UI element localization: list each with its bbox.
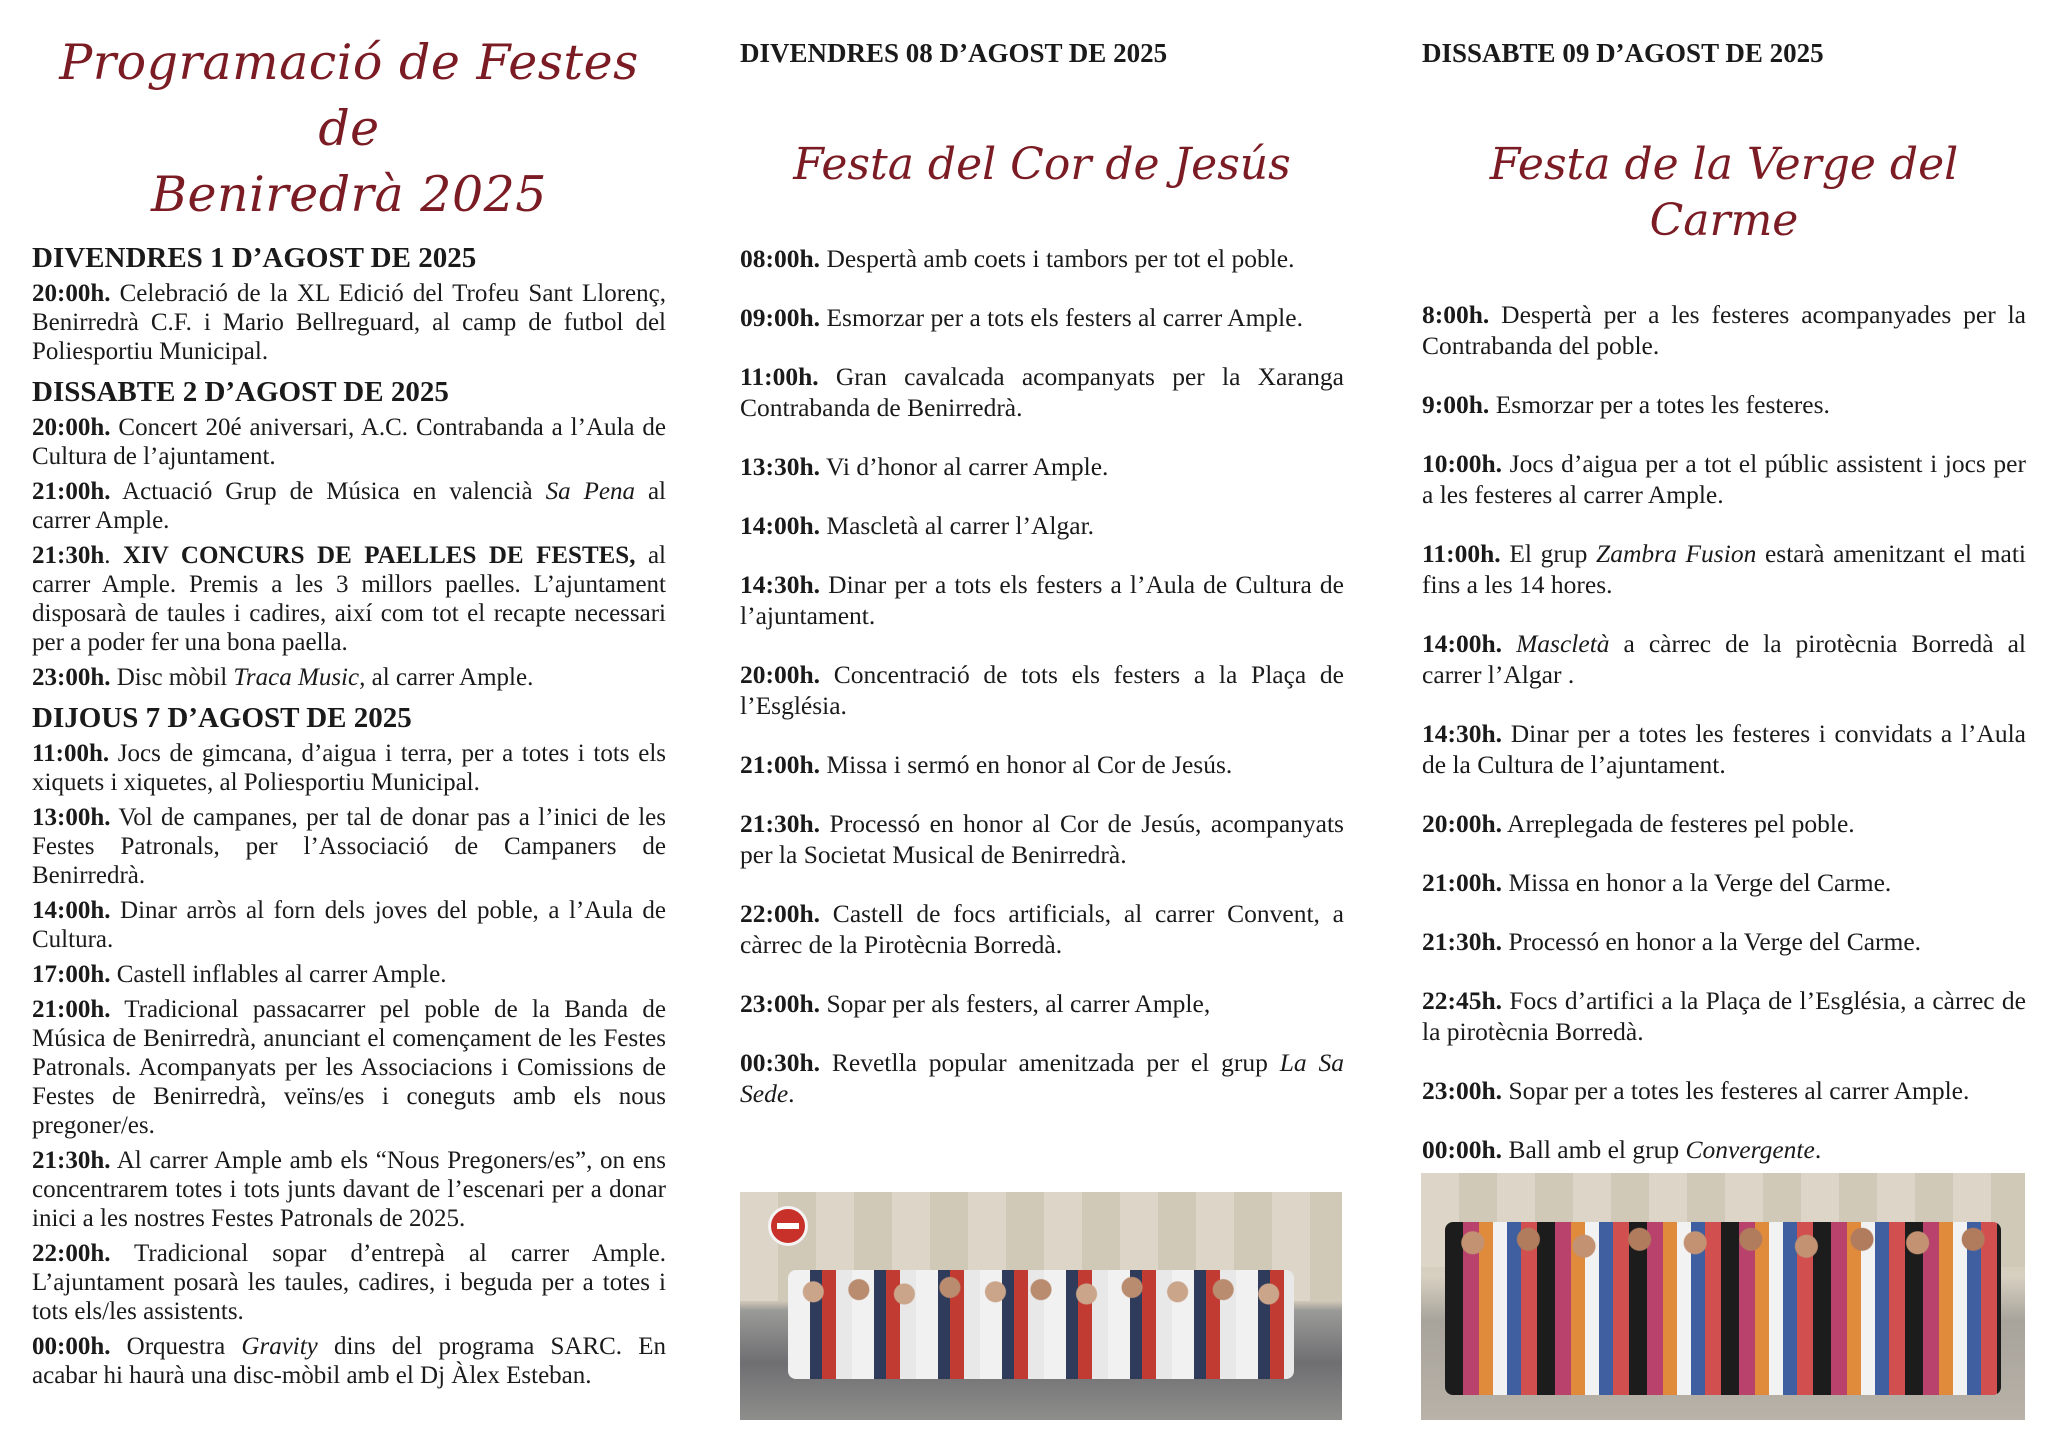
event-item <box>32 663 666 692</box>
event-item <box>1422 448 2026 510</box>
event-text: Disc mòbil <box>110 664 234 691</box>
program-column-2 <box>740 0 1344 1137</box>
event-text: Concentració de tots els festers a la Plaça de l’Església. <box>740 660 1344 720</box>
event-text <box>1502 629 1516 658</box>
col1-days <box>32 242 666 1390</box>
event-text: El grup <box>1500 539 1597 568</box>
event-text: Focs d’artifici a la Plaça de l’Església, a càrrec de la pirotècnia Borredà. <box>1422 986 2026 1046</box>
event-item <box>740 243 1344 274</box>
event-time: 20:00h. <box>32 414 111 441</box>
event-text: Concert 20é aniversari, A.C. Contrabanda a l’Aula de Cultura de l’ajuntament. <box>32 414 666 470</box>
col3-festa-title: Festa de la Verge del Carme <box>1489 139 1959 246</box>
day-heading: DISSABTE 2 D’AGOST DE 2025 <box>32 376 449 408</box>
event-text-after: estarà amenitzant el mati fins a les 14 hores. <box>1422 539 2026 599</box>
event-time: 13:30h. <box>740 452 821 481</box>
event-time: 14:00h. <box>32 897 111 924</box>
event-time: 14:30h. <box>740 570 821 599</box>
event-time: 20:00h. <box>740 660 821 689</box>
event-text: Esmorzar per a totes les festeres. <box>1489 390 1830 419</box>
event-text: Al carrer Ample amb els “Nous Pregoners/es”, on ens concentrarem totes i tots junts davant de l’escenari per a donar inici a les nostres Festes Patronals de 2025. <box>32 1147 666 1232</box>
event-time: 17:00h. <box>32 961 111 988</box>
col2-festa-title: Festa del Cor de Jesús <box>793 139 1291 190</box>
event-text: Sopar per a totes les festeres al carrer Ample. <box>1502 1076 1970 1105</box>
event-item <box>1422 926 2026 957</box>
event-time: 08:00h. <box>740 244 821 273</box>
event-item <box>740 659 1344 721</box>
event-text: Castell inflables al carrer Ample. <box>110 961 447 988</box>
event-text: Processó en honor a la Verge del Carme. <box>1502 927 1922 956</box>
event-time: 09:00h. <box>740 303 821 332</box>
event-item <box>1422 808 2026 839</box>
event-item <box>32 1332 666 1390</box>
event-item <box>32 739 666 797</box>
event-time: 00:00h. <box>32 1333 111 1360</box>
event-text: Tradicional passacarrer pel poble de la Banda de Música de Benirredrà, anunciant el començament de les Festes Patronals. Acompanyats per les Associacions i Comissions de Festes de Benirredrà, veïns/es i coneguts amb els nous pregoner/es. <box>32 996 666 1139</box>
event-time: 11:00h. <box>1422 539 1501 568</box>
event-item <box>1422 389 2026 420</box>
event-time: 20:00h. <box>32 280 111 307</box>
event-item <box>740 302 1344 333</box>
group-photo-festeres <box>1421 1173 2025 1420</box>
event-text-after: a càrrec de la pirotècnia Borredà al carrer l’Algar . <box>1422 629 2027 689</box>
event-text-after: al carrer Ample. Premis a les 3 millors paelles. L’ajuntament disposarà de taules i cadires, així com tot el recapte necessari per a poder fer una bona paella. <box>32 542 667 656</box>
event-item <box>32 279 666 366</box>
event-text: Tradicional sopar d’entrepà al carrer Ample. L’ajuntament posarà les taules, cadires, i beguda per a totes i tots els/les assistents. <box>32 1240 666 1325</box>
event-item <box>32 1239 666 1326</box>
event-text: Jocs de gimcana, d’aigua i terra, per a totes i tots els xiquets i xiquetes, al Poliesportiu Municipal. <box>32 740 666 796</box>
event-time: 21:30h. <box>32 1147 111 1174</box>
event-item <box>1422 867 2026 898</box>
event-item <box>740 451 1344 482</box>
event-item <box>32 413 666 471</box>
event-item <box>740 361 1344 423</box>
event-text: . <box>104 542 123 569</box>
event-item <box>1422 1134 2026 1165</box>
event-italic-name: Zambra Fusion <box>1596 539 1757 568</box>
event-time: 14:00h. <box>740 511 821 540</box>
program-column-3 <box>1422 0 2026 1193</box>
event-item <box>1422 1075 2026 1106</box>
event-text: Dinar arròs al forn dels joves del poble, a l’Aula de Cultura. <box>32 897 666 953</box>
event-text: Actuació Grup de Música en valencià <box>110 478 546 505</box>
event-time: 20:00h. <box>1422 809 1503 838</box>
event-text: Orquestra <box>110 1333 242 1360</box>
event-item <box>32 803 666 890</box>
event-text-after: . <box>1814 1135 1822 1164</box>
event-italic-name: La Sa Sede <box>740 1048 1344 1108</box>
event-item <box>740 510 1344 541</box>
event-item <box>740 808 1344 870</box>
event-text: Dinar per a totes les festeres i convidats a l’Aula de la Cultura de l’ajuntament. <box>1422 719 2026 779</box>
event-item <box>1422 718 2026 780</box>
event-time: 23:00h. <box>32 664 111 691</box>
event-text-after: al carrer Ample. <box>32 478 666 534</box>
event-text: Missa i sermó en honor al Cor de Jesús. <box>820 750 1233 779</box>
event-time: 21:00h. <box>32 478 111 505</box>
event-text: Dinar per a tots els festers a l’Aula de Cultura de l’ajuntament. <box>740 570 1344 630</box>
event-text: Despertà amb coets i tambors per tot el poble. <box>820 244 1295 273</box>
program-title-line1: Programació de Festes de <box>59 34 639 157</box>
event-item <box>740 569 1344 631</box>
event-item <box>1422 628 2026 690</box>
event-time: 00:30h. <box>740 1048 821 1077</box>
event-time: 22:00h. <box>32 1240 111 1267</box>
event-item <box>32 1146 666 1233</box>
col2-events <box>740 243 1344 1109</box>
event-italic-name: Mascletà <box>1516 629 1610 658</box>
event-time: 13:00h. <box>32 804 111 831</box>
event-item <box>32 960 666 989</box>
event-text: Jocs d’aigua per a tot el públic assistent i jocs per a les festeres al carrer Ample. <box>1422 449 2026 509</box>
event-time: 21:00h. <box>32 996 111 1023</box>
event-text: Gran cavalcada acompanyats per la Xaranga Contrabanda de Benirredrà. <box>740 362 1344 422</box>
event-time: 10:00h. <box>1422 449 1503 478</box>
no-entry-sign-icon <box>768 1206 808 1246</box>
event-text: Vol de campanes, per tal de donar pas a l’inici de les Festes Patronals, per l’Associació de Campaners de Benirredrà. <box>32 804 666 889</box>
event-text: Ball amb el grup <box>1502 1135 1686 1164</box>
col2-date: DIVENDRES 08 D’AGOST DE 2025 <box>740 38 1168 68</box>
event-time: 14:30h. <box>1422 719 1503 748</box>
event-time: 21:30h. <box>1422 927 1503 956</box>
col3-events <box>1422 299 2026 1165</box>
event-time: 22:45h. <box>1422 986 1503 1015</box>
event-time: 21:00h. <box>1422 868 1503 897</box>
event-text: Vi d’honor al carrer Ample. <box>820 452 1109 481</box>
event-time: 14:00h. <box>1422 629 1503 658</box>
event-time: 23:00h. <box>740 989 821 1018</box>
event-text-after: al carrer Ample. <box>365 664 534 691</box>
event-text: Missa en honor a la Verge del Carme. <box>1502 868 1892 897</box>
event-time: 11:00h. <box>740 362 819 391</box>
event-item <box>1422 985 2026 1047</box>
event-time: 21:30h <box>32 542 105 569</box>
event-time: 22:00h. <box>740 899 821 928</box>
event-time: 21:00h. <box>740 750 821 779</box>
event-italic-name: Sa Pena <box>545 478 635 505</box>
event-text-after: . <box>788 1079 795 1108</box>
event-text: Esmorzar per a tots els festers al carrer Ample. <box>820 303 1303 332</box>
event-text: Mascletà al carrer l’Algar. <box>820 511 1095 540</box>
program-title-line2: Beniredrà 2025 <box>151 166 547 223</box>
event-item <box>740 1047 1344 1109</box>
event-time: 21:30h. <box>740 809 821 838</box>
event-highlight: XIV CONCURS DE PAELLES DE FESTES, <box>123 542 636 569</box>
event-item <box>32 995 666 1140</box>
event-italic-name: Convergente <box>1685 1135 1815 1164</box>
event-time: 8:00h. <box>1422 300 1490 329</box>
event-text: Celebració de la XL Edició del Trofeu Sant Llorenç, Benirredrà C.F. i Mario Bellreguard, al camp de futbol del Poliesportiu Municipal. <box>32 280 666 365</box>
event-italic-name: Gravity <box>241 1333 318 1360</box>
program-title <box>32 0 666 228</box>
col3-date: DISSABTE 09 D’AGOST DE 2025 <box>1422 38 1824 68</box>
group-photo-festers <box>740 1192 1342 1420</box>
event-text: Arreplegada de festeres pel poble. <box>1502 809 1855 838</box>
event-text: Revetlla popular amenitzada per el grup <box>820 1048 1280 1077</box>
event-time: 23:00h. <box>1422 1076 1503 1105</box>
event-text: Processó en honor al Cor de Jesús, acompanyats per la Societat Musical de Benirredrà. <box>740 809 1344 869</box>
event-time: 00:00h. <box>1422 1135 1503 1164</box>
event-item <box>740 749 1344 780</box>
day-heading: DIJOUS 7 D’AGOST DE 2025 <box>32 702 412 734</box>
event-italic-name: Traca Music, <box>233 664 366 691</box>
event-time: 11:00h. <box>32 740 110 767</box>
event-time: 9:00h. <box>1422 390 1490 419</box>
event-item <box>1422 299 2026 361</box>
event-item <box>740 988 1344 1019</box>
event-item <box>32 896 666 954</box>
event-item <box>740 898 1344 960</box>
program-column-1 <box>32 0 666 1396</box>
event-text: Sopar per als festers, al carrer Ample, <box>820 989 1211 1018</box>
event-item <box>32 477 666 535</box>
event-text-after: dins del programa SARC. En acabar hi haurà una disc-mòbil amb el Dj Àlex Esteban. <box>32 1333 666 1389</box>
day-heading: DIVENDRES 1 D’AGOST DE 2025 <box>32 242 477 274</box>
event-item <box>32 541 666 657</box>
event-item <box>1422 538 2026 600</box>
event-text: Castell de focs artificials, al carrer Convent, a càrrec de la Pirotècnia Borredà. <box>740 899 1344 959</box>
event-text: Despertà per a les festeres acompanyades per la Contrabanda del poble. <box>1422 300 2026 360</box>
